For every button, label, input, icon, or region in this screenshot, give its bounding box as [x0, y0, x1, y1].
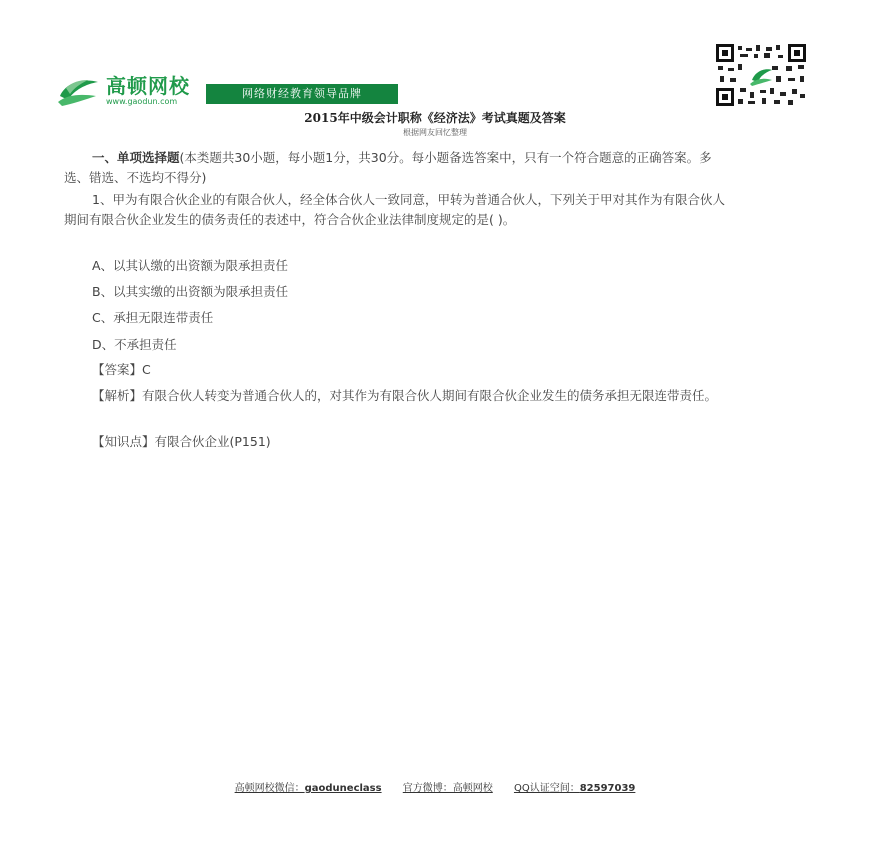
- footer-wechat[interactable]: [235, 783, 382, 794]
- footer-wechat-id: gaoduneclass: [304, 783, 382, 794]
- footer-wechat-label: 高顿网校微信：: [234, 783, 305, 794]
- option-c: C、承担无限连带责任: [92, 310, 214, 325]
- document-subtitle: 根据网友回忆整理: [403, 128, 467, 137]
- gaodun-leaf-icon: [56, 74, 102, 108]
- page-footer: [0, 779, 870, 794]
- brand-url: www.gaodun.com: [106, 97, 178, 106]
- brand-name: 高顿网校: [106, 74, 190, 98]
- option-a: A、以其认缴的出资额为限承担责任: [92, 258, 289, 273]
- brand-slogan: 网络财经教育领导品牌: [206, 84, 398, 104]
- analysis-text: 【解析】有限合伙人转变为普通合伙人的，对其作为有限合伙人期间有限合伙企业发生的债务承担无限连带责任。: [92, 388, 718, 403]
- knowledge-point: 【知识点】有限合伙企业(P151): [92, 434, 271, 449]
- gaodun-logo: [56, 74, 190, 108]
- footer-qq[interactable]: [514, 783, 635, 794]
- option-b: B、以其实缴的出资额为限承担责任: [92, 284, 289, 299]
- footer-qq-label: QQ认证空间：: [513, 783, 580, 794]
- question-text: 1、甲为有限合伙企业的有限合伙人，经全体合伙人一致同意，甲转为普通合伙人，下列关于甲对其作为有限合伙人期间有限合伙企业发生的债务责任的表述中，符合合伙企业法律制度规定的是( )。: [64, 192, 725, 227]
- footer-qq-id: 82597039: [579, 783, 636, 794]
- section-note: (本类题共30小题，每小题1分，共30分。每小题备选答案中，只有一个符合题意的正确答案。多选、错选、不选均不得分): [64, 150, 712, 185]
- answer-line: 【答案】C: [92, 362, 151, 377]
- option-d: D、不承担责任: [92, 337, 177, 352]
- section-intro: [64, 148, 734, 188]
- document-title: 2015年中级会计职称《经济法》考试真题及答案: [304, 111, 566, 125]
- footer-weibo[interactable]: 官方微博：高顿网校: [402, 783, 493, 794]
- section-heading: 一、单项选择题: [92, 150, 180, 165]
- qr-code-icon: [716, 44, 806, 106]
